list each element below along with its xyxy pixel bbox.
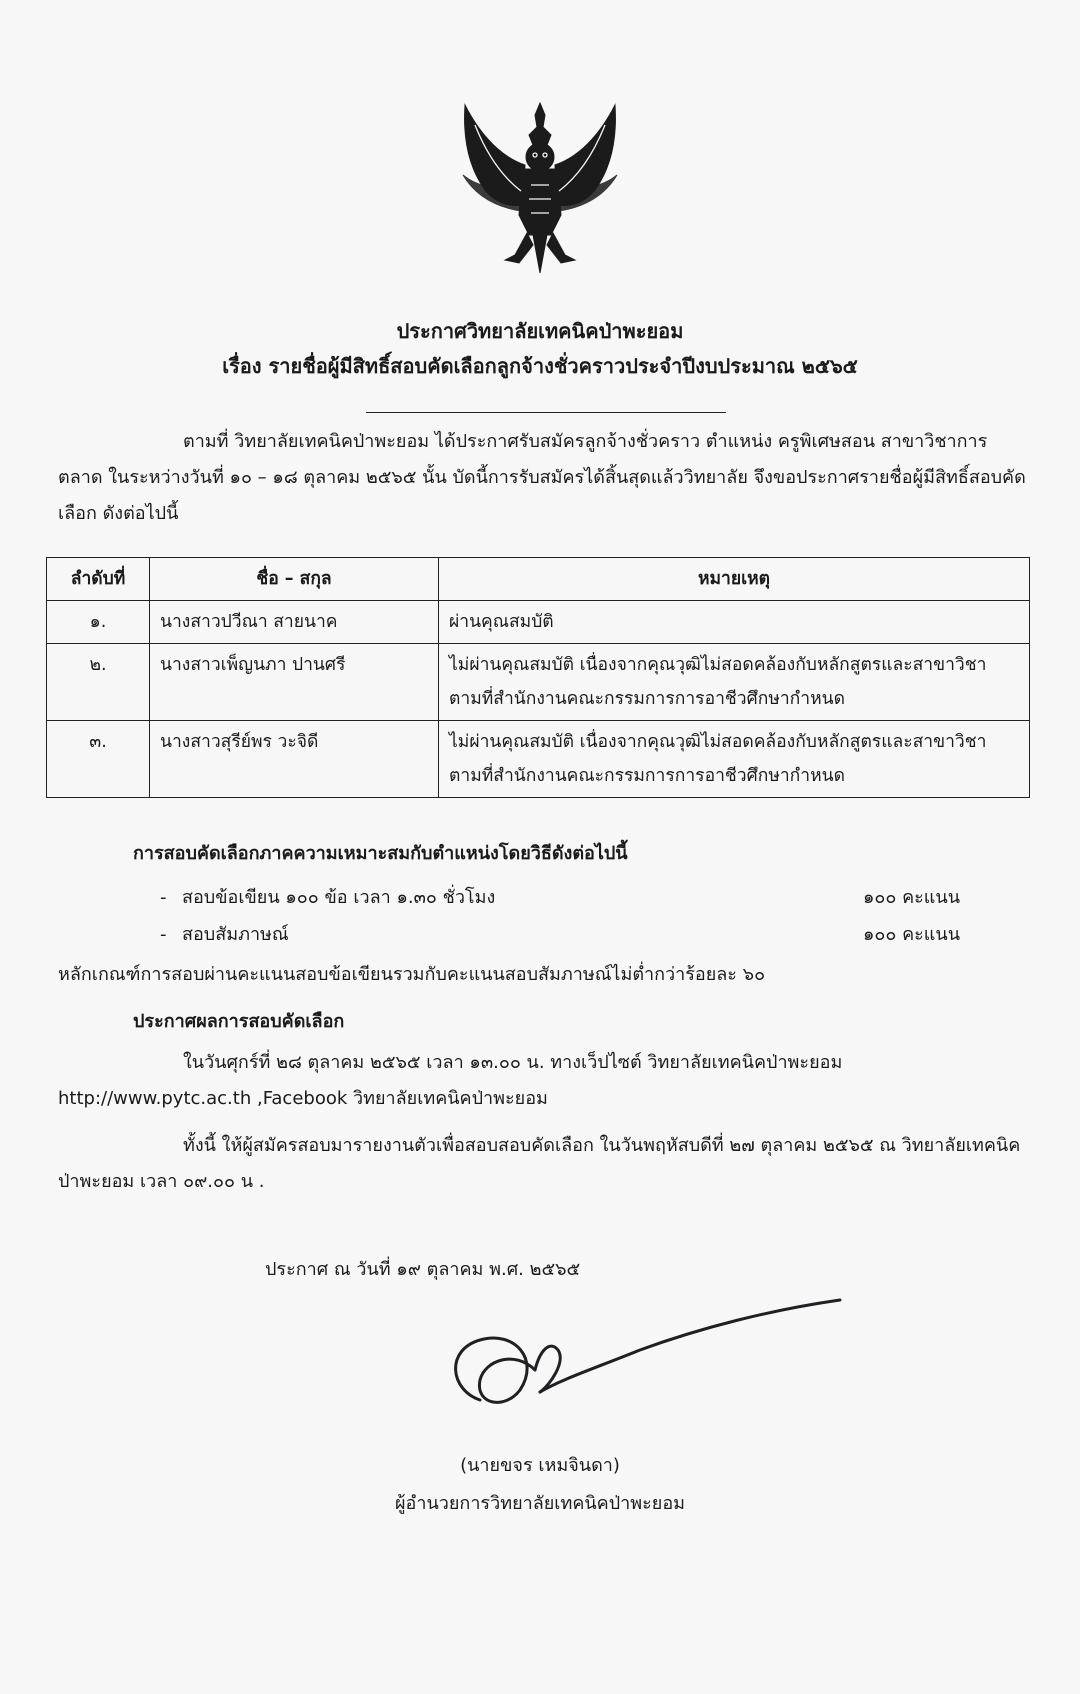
table-row: [47, 721, 1030, 798]
pass-criterion: หลักเกณฑ์การสอบผ่านคะแนนสอบข้อเขียนรวมกับคะแนนสอบสัมภาษณ์ไม่ต่ำกว่าร้อยละ ๖๐: [58, 964, 766, 985]
selection-method-interview: [160, 919, 960, 948]
method-score: ๑๐๐ คะแนน: [862, 924, 960, 945]
row-name: นางสาวเพ็ญนภา ปานศรี: [150, 644, 439, 721]
row-note: ผ่านคุณสมบัติ: [439, 601, 1030, 644]
row-no: ๒.: [47, 644, 150, 721]
selection-heading: การสอบคัดเลือกภาคความเหมาะสมกับตำแหน่งโดยวิธีดังต่อไปนี้: [133, 843, 628, 864]
method-dash: -: [160, 924, 167, 945]
results-paragraph: ในวันศุกร์ที่ ๒๘ ตุลาคม ๒๕๖๕ เวลา ๑๓.๐๐ น. ทางเว็ปไซต์ วิทยาลัยเทคนิคป่าพะยอม http://www.pytc.ac.th ,Facebook วิทยาลัยเทคนิคป่าพะยอม: [58, 1052, 843, 1109]
document-subject: เรื่อง รายชื่อผู้มีสิทธิ์สอบคัดเลือกลูกจ้างชั่วคราวประจำปีงบประมาณ ๒๕๖๕: [222, 354, 858, 378]
document-title: ประกาศวิทยาลัยเทคนิคป่าพะยอม: [396, 319, 684, 343]
title-divider: [366, 412, 726, 413]
announce-date: ประกาศ ณ วันที่ ๑๙ ตุลาคม พ.ศ. ๒๕๖๕: [265, 1259, 581, 1280]
intro-paragraph: ตามที่ วิทยาลัยเทคนิคป่าพะยอม ได้ประกาศรับสมัครลูกจ้างชั่วคราว ตำแหน่ง ครูพิเศษสอน สาขาวิชาการตลาด ในระหว่างวันที่ ๑๐ – ๑๘ ตุลาคม ๒๕๖๕ นั้น บัดนี้การรับสมัครได้สิ้นสุดแล้ววิทยาลัย จึงขอประกาศรายชื่อผู้มีสิทธิ์สอบคัดเลือก ดังต่อไปนี้: [58, 431, 1026, 524]
row-note: ไม่ผ่านคุณสมบัติ เนื่องจากคุณวุฒิไม่สอดคล้องกับหลักสูตรและสาขาวิชา ตามที่สำนักงานคณะกรรมการการอาชีวศึกษากำหนด: [439, 721, 1030, 798]
table-header-row: [47, 558, 1030, 601]
signature-icon: [440, 1280, 860, 1430]
header-no: ลำดับที่: [47, 558, 150, 601]
report-paragraph: ทั้งนี้ ให้ผู้สมัครสอบมารายงานตัวเพื่อสอบสอบคัดเลือก ในวันพฤหัสบดีที่ ๒๗ ตุลาคม ๒๕๖๕ ณ วิทยาลัยเทคนิคป่าพะยอม เวลา ๐๙.๐๐ น .: [58, 1135, 1021, 1192]
method-score: ๑๐๐ คะแนน: [862, 887, 960, 908]
signer-name: (นายขจร เหมจินดา): [460, 1455, 620, 1476]
row-name: นางสาวปวีณา สายนาค: [150, 601, 439, 644]
signer-title: ผู้อำนวยการวิทยาลัยเทคนิคป่าพะยอม: [395, 1493, 685, 1514]
selection-method-written: [160, 882, 960, 911]
row-note: ไม่ผ่านคุณสมบัติ เนื่องจากคุณวุฒิไม่สอดคล้องกับหลักสูตรและสาขาวิชา ตามที่สำนักงานคณะกรรมการการอาชีวศึกษากำหนด: [439, 644, 1030, 721]
table-row: [47, 601, 1030, 644]
method-dash: -: [160, 887, 167, 908]
row-name: นางสาวสุรีย์พร วะจิดี: [150, 721, 439, 798]
table-row: [47, 644, 1030, 721]
method-label: สอบข้อเขียน ๑๐๐ ข้อ เวลา ๑.๓๐ ชั่วโมง: [182, 887, 496, 908]
garuda-emblem-icon: [455, 95, 625, 275]
header-note: หมายเหตุ: [439, 558, 1030, 601]
candidate-table: [46, 557, 1030, 798]
row-no: ๑.: [47, 601, 150, 644]
row-no: ๓.: [47, 721, 150, 798]
method-label: สอบสัมภาษณ์: [182, 924, 289, 945]
header-name: ชื่อ – สกุล: [150, 558, 439, 601]
results-heading: ประกาศผลการสอบคัดเลือก: [133, 1011, 345, 1032]
